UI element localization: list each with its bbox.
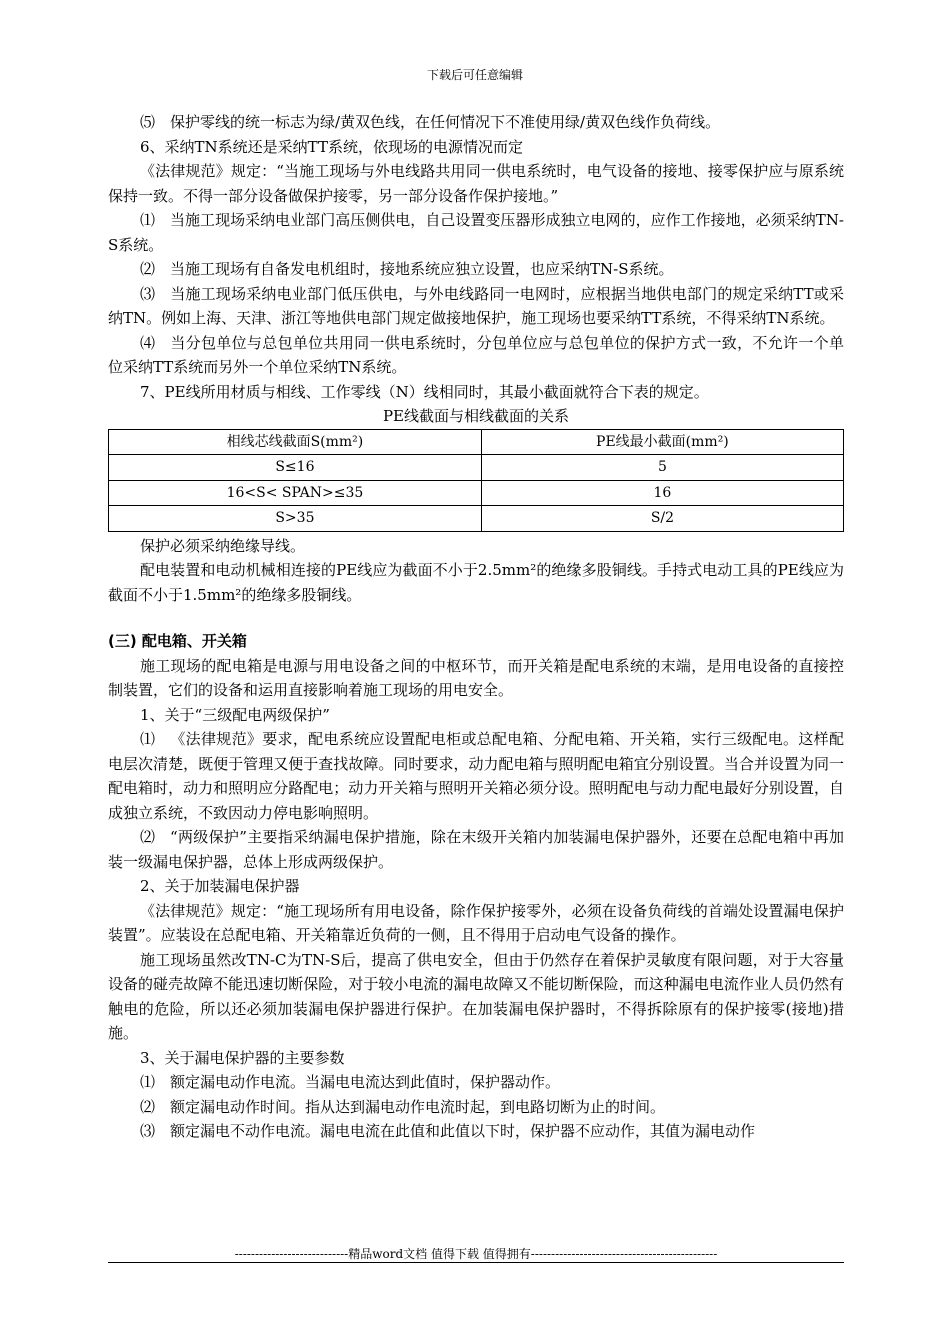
paragraph: 《法律规范》规定：“施工现场所有用电设备，除作保护接零外，必须在设备负荷线的首端处设置漏电保护装置”。应装设在总配电箱、开关箱靠近负荷的一侧，且不得用于启动电气设备的操作。 [108,901,844,944]
paragraph: ⑴ 额定漏电动作电流。当漏电电流达到此值时，保护器动作。 [140,1073,561,1091]
pe-section-table [108,429,844,532]
table-row [109,480,844,506]
paragraph: ⑵ 当施工现场有自备发电机组时，接地系统应独立设置，也应采纳TN-S系统。 [140,260,674,278]
paragraph: ⑴ 当施工现场采纳电业部门高压侧供电，自己设置变压器形成独立电网的，应作工作接地，必须采纳TN-S系统。 [108,211,844,254]
table-header-cell: 相线芯线截面S(mm²) [109,429,482,455]
subsection-heading: 2、关于加装漏电保护器 [140,877,300,895]
table-row [109,455,844,481]
table-cell: S/2 [481,506,843,532]
table-header-cell: PE线最小截面(mm²) [481,429,843,455]
paragraph: ⑶ 当施工现场采纳电业部门低压供电，与外电线路同一电网时，应根据当地供电部门的规定采纳TT或采纳TN。例如上海、天津、浙江等地供电部门规定做接地保护，施工现场也要采纳TT系统，不得采纳TN系统。 [108,284,844,327]
paragraph: 施工现场的配电箱是电源与用电设备之间的中枢环节，而开关箱是配电系统的末端，是用电设备的直接控制装置，它们的设备和运用直接影响着施工现场的用电安全。 [108,656,844,699]
paragraph: ⑴ 《法律规范》要求，配电系统应设置配电柜或总配电箱、分配电箱、开关箱，实行三级配电。这样配电层次清楚，既便于管理又便于查找故障。同时要求，动力配电箱与照明配电箱宜分别设置。当合并设置为同一配电箱时，动力和照明应分路配电；动力开关箱与照明开关箱必须分设。照明配电与动力配电最好分别设置，自成独立系统，不致因动力停电影响照明。 [108,730,844,822]
footer-divider [108,1262,844,1263]
paragraph: ⑵ 额定漏电动作时间。指从达到漏电动作电流时起，到电路切断为止的时间。 [140,1097,666,1116]
page-header: 下载后可任意编辑 [426,68,523,82]
paragraph: 《法律规范》规定：“当施工现场与外电线路共用同一供电系统时，电气设备的接地、接零保护应与原系统保持一致。不得一部分设备做保护接零，另一部分设备作保护接地。” [108,162,844,205]
subsection-heading: 1、关于“三级配电两级保护” [140,705,330,724]
table-cell: S≤16 [109,455,482,481]
paragraph: ⑸ 保护零线的统一标志为绿/黄双色线，在任何情况下不准使用绿/黄双色线作负荷线。 [140,113,721,131]
paragraph: ⑵ “两级保护”主要指采纳漏电保护措施，除在末级开关箱内加装漏电保护器外，还要在总配电箱中再加装一级漏电保护器，总体上形成两级保护。 [108,828,844,871]
table-caption: PE线截面与相线截面的关系 [382,407,570,425]
table-cell: 16 [481,480,843,506]
paragraph: ⑷ 当分包单位与总包单位共用同一供电系统时，分包单位应与总包单位的保护方式一致，不允许一个单位采纳TT系统而另外一个单位采纳TN系统。 [108,333,844,376]
table-row [109,506,844,532]
paragraph: 配电装置和电动机械相连接的PE线应为截面不小于2.5mm²的绝缘多股铜线。手持式电动工具的PE线应为截面不小于1.5mm²的绝缘多股铜线。 [108,561,844,604]
table-header-row [109,429,844,455]
item-6-heading: 6、采纳TN系统还是采纳TT系统，依现场的电源情况而定 [140,137,523,156]
document-body [108,110,844,1144]
page-footer: ----------------------------精品word文档 值得下载 值得拥有---------------------------------------------- [234,1247,718,1261]
table-cell: S>35 [109,506,482,532]
table-cell: 5 [481,455,843,481]
paragraph: 保护必须采纳绝缘导线。 [140,536,306,555]
table-cell: 16<S< SPAN>≤35 [109,480,482,506]
section-heading: (三) 配电箱、开关箱 [108,632,247,650]
paragraph: 施工现场虽然改TN-C为TN-S后，提高了供电安全，但由于仍然存在着保护灵敏度有限问题，对于大容量设备的碰壳故障不能迅速切断保险，对于较小电流的漏电故障又不能切断保险，而这种漏电电流作业人员仍然有触电的危险，所以还必须加装漏电保护器进行保护。在加装漏电保护器时，不得拆除原有的保护接零(接地)措施。 [108,950,844,1042]
paragraph: ⑶ 额定漏电不动作电流。漏电电流在此值和此值以下时，保护器不应动作，其值为漏电动作 [140,1122,756,1140]
item-7-heading: 7、PE线所用材质与相线、工作零线（N）线相同时，其最小截面就符合下表的规定。 [140,382,709,401]
subsection-heading: 3、关于漏电保护器的主要参数 [140,1048,345,1067]
